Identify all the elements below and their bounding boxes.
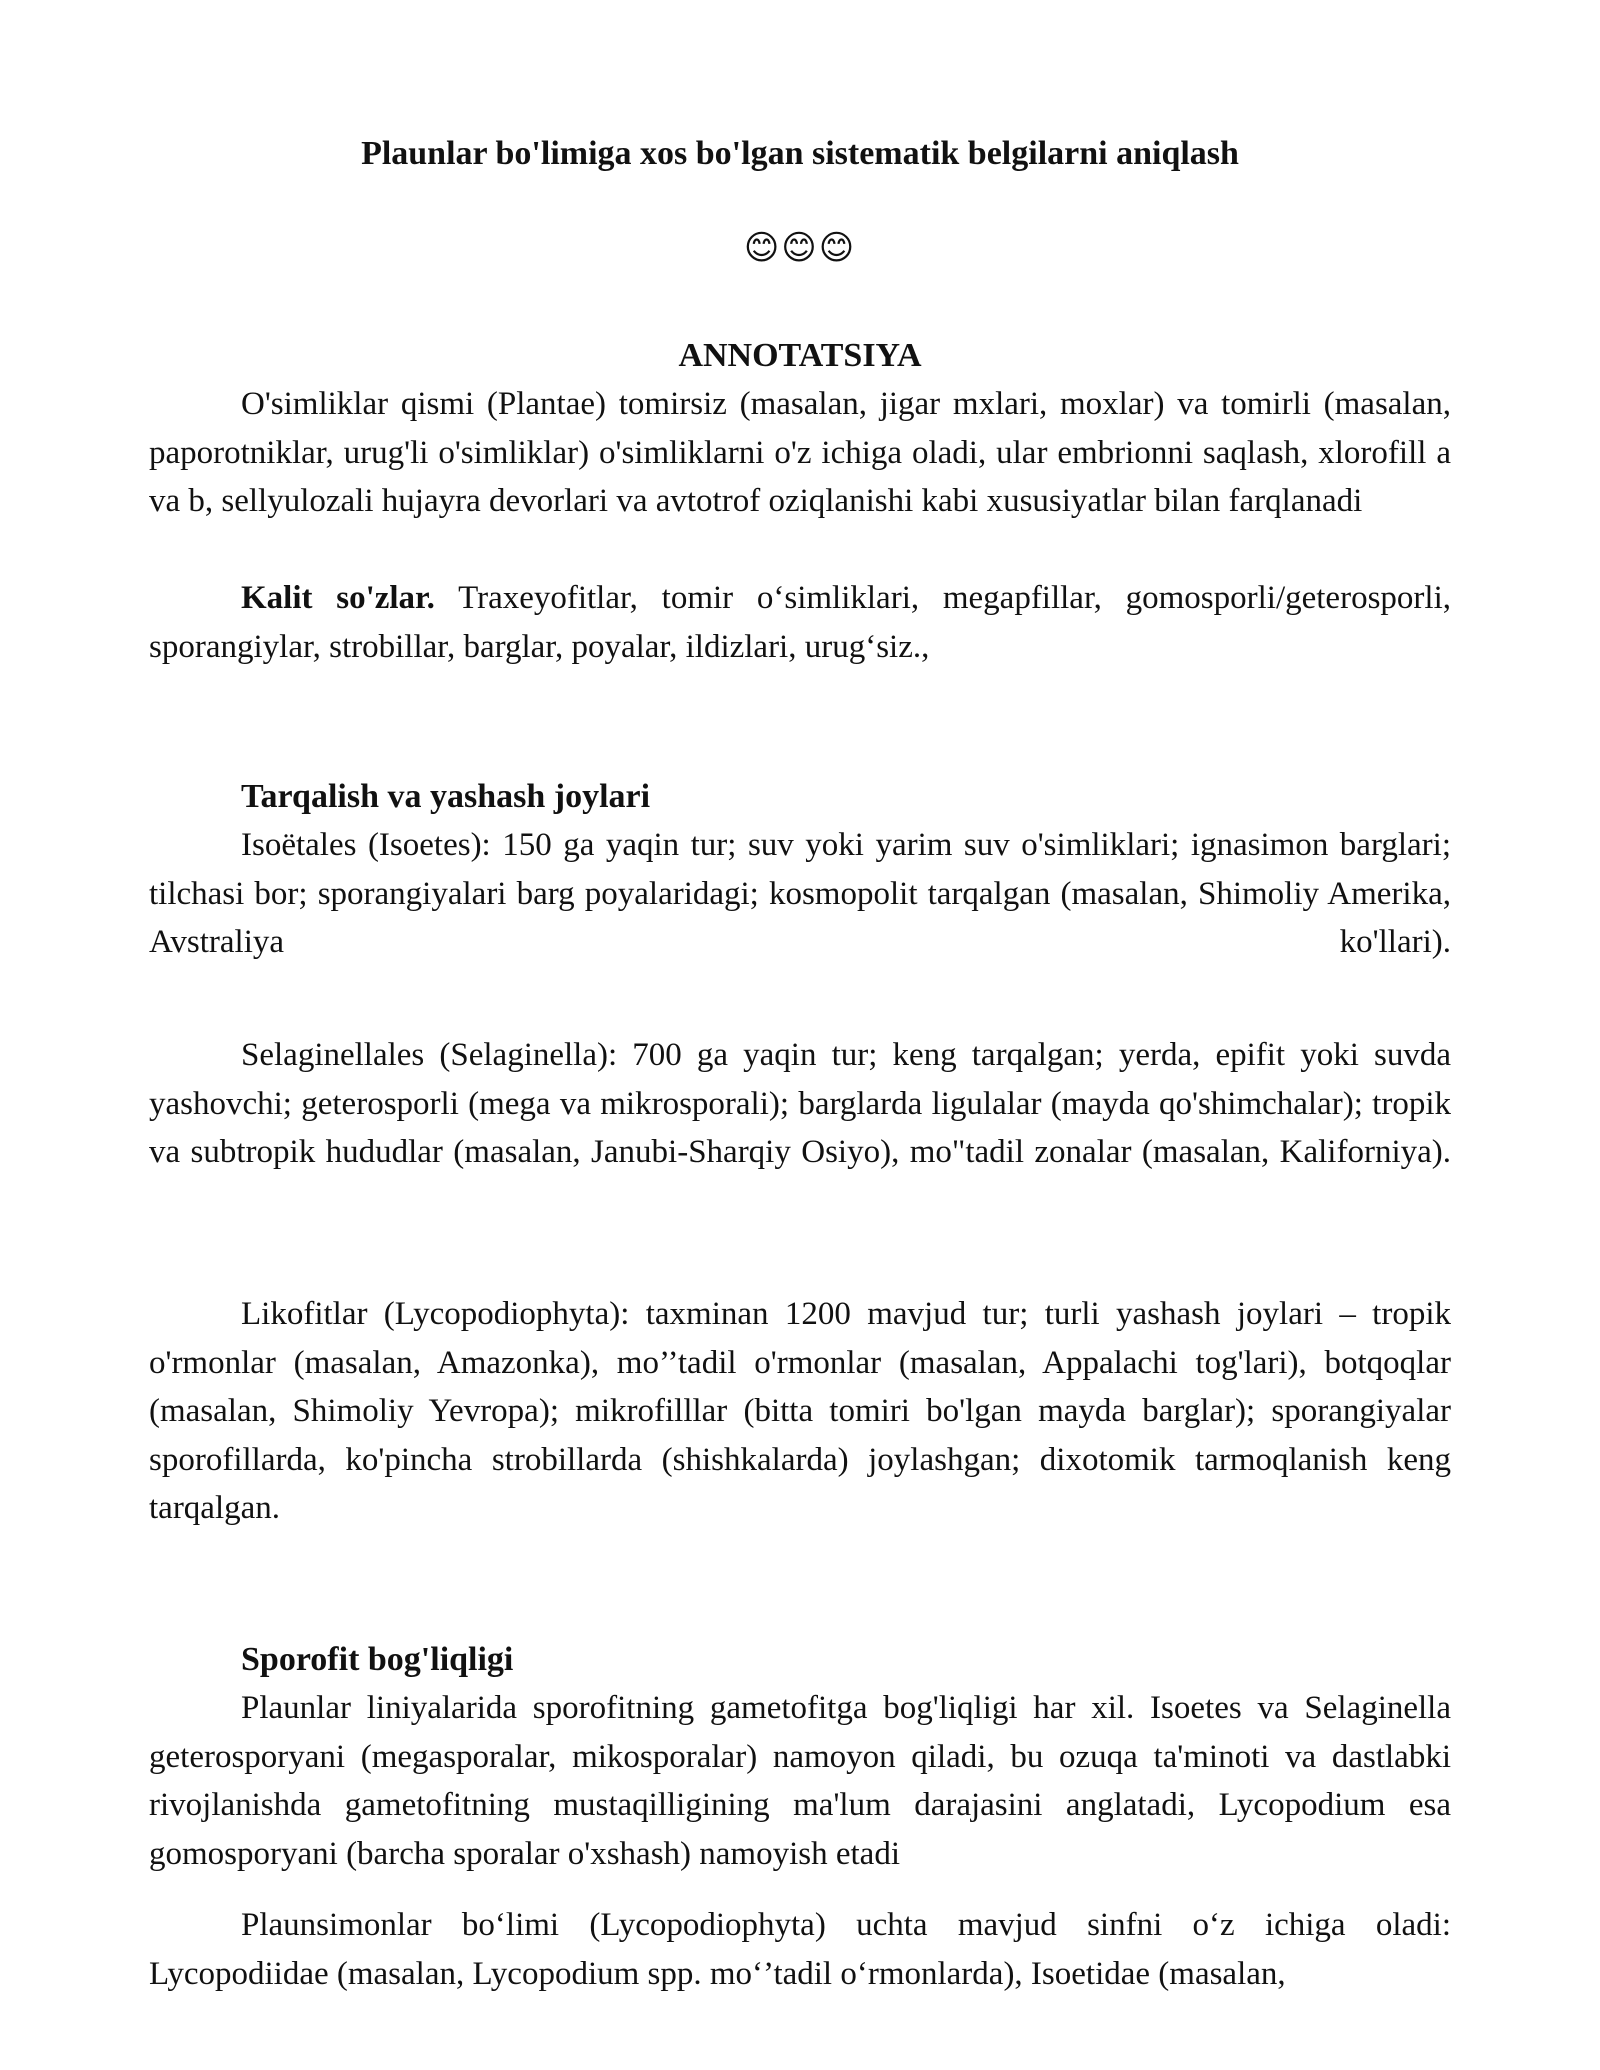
lycophytes-paragraph: Likofitlar (Lycopodiophyta): taxminan 1200 mavjud tur; turli yashash joylari – tropik o'rmonlar (masalan, Amazonka), mo’’tadil o'rmonlar (masalan, Appalachi tog'lari), botqoqlar (masalan, Shimoliy Yevropa); mikrofilllar (bitta tomiri bo'lgan mayda barglar); sporangiyalar sporofillarda, ko'pincha strobillarda (shishkalarda) joylashgan; dixotomik tarmoqlanish keng tarqalgan. [149,1296,1451,1526]
keywords-paragraph [149,574,1451,671]
selaginellales-paragraph: Selaginellales (Selaginella): 700 ga yaqin tur; keng tarqalgan; yerda, epifit yoki suvda yashovchi; geterosporli (mega va mikrosporali); barglarda ligulalar (mayda qo'shimchalar); tropik va subtropik hududlar (masalan, Janubi-Sharqiy Osiyo), mo"tadil zonalar (masalan, Kaliforniya). [149,1037,1451,1170]
keywords-label: Kalit so'zlar. [241,580,435,616]
smiley-emojis: 😊😊😊 [743,228,857,268]
lycopodiophyta-classes-paragraph: Plaunsimonlar bo‘limi (Lycopodiophyta) uchta mavjud sinfni o‘z ichiga oladi: Lycopodiidae (masalan, Lycopodium spp. mo‘’tadil o‘rmonlarda), Isoetidae (masalan, [149,1907,1451,1992]
document-title: Plaunlar bo'limiga xos bo'lgan sistematik belgilarni aniqlash [361,135,1239,172]
isoetales-paragraph: Isoëtales (Isoetes): 150 ga yaqin tur; suv yoki yarim suv o'simliklari; ignasimon barglari; tilchasi bor; sporangiyalari barg poyalaridagi; kosmopolit tarqalgan (masalan, Shimoliy Amerika, Avstraliya ko'llari). [149,827,1451,960]
section-heading-sporophyte: Sporofit bog'liqligi [241,1641,514,1678]
sporophyte-paragraph: Plaunlar liniyalarida sporofitning gametofitga bog'liqligi har xil. Isoetes va Selaginella geterosporyani (megasporalar, mikosporalar) namoyon qiladi, bu ozuqa ta'minoti va dastlabki rivojlanishda gametofitning mustaqilligining ma'lum darajasini anglatadi, Lycopodium esa gomosporyani (barcha sporalar o'xshash) namoyish etadi [149,1690,1451,1872]
keywords-text: Traxeyofitlar, tomir o‘simliklari, megapfillar, gomosporli/geterosporli, sporangiylar, strobillar, barglar, poyalar, ildizlari, urug‘siz., [149,580,1451,665]
annotation-paragraph: O'simliklar qismi (Plantae) tomirsiz (masalan, jigar mxlari, moxlar) va tomirli (masalan, paporotniklar, urug'li o'simliklar) o'simliklarni o'z ichiga oladi, ular embrionni saqlash, xlorofill a va b, sellyulozali hujayra devorlari va avtotrof oziqlanishi kabi xususiyatlar bilan farqlanadi [149,386,1451,519]
annotation-heading: ANNOTATSIYA [678,337,922,374]
section-heading-distribution: Tarqalish va yashash joylari [241,778,651,815]
